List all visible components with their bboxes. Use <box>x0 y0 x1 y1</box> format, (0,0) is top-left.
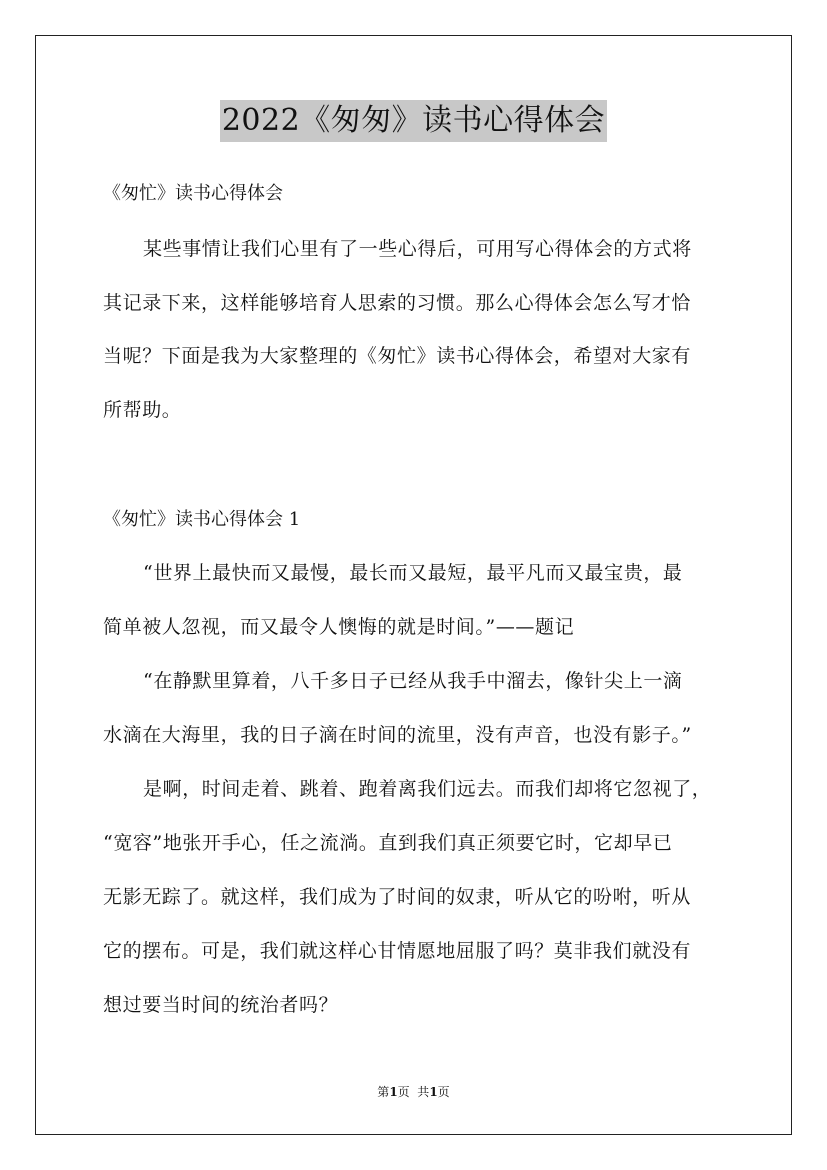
title-container <box>0 100 827 142</box>
intro-line: 某些事情让我们心里有了一些心得后，可用写心得体会的方式将 <box>143 238 692 260</box>
body-line: 无影无踪了。就这样，我们成为了时间的奴隶，听从它的吩咐，听从 <box>103 886 692 908</box>
body-line: “在静默里算着，八千多日子已经从我手中溜去，像针尖上一滴 <box>143 670 683 692</box>
intro-line: 当呢？下面是我为大家整理的《匆忙》读书心得体会，希望对大家有 <box>103 345 692 367</box>
page-footer <box>0 1084 827 1100</box>
document-subtitle: 《匆忙》读书心得体会 <box>103 183 283 204</box>
document-title: 2022《匆匆》读书心得体会 <box>220 100 607 142</box>
body-line: “宽容”地张开手心，任之流淌。直到我们真正须要它时，它却早已 <box>103 832 673 854</box>
section-heading: 《匆忙》读书心得体会 1 <box>103 509 301 530</box>
body-line: 想过要当时间的统治者吗？ <box>103 994 339 1016</box>
body-line: 它的摆布。可是，我们就这样心甘情愿地屈服了吗？莫非我们就没有 <box>103 940 692 962</box>
intro-line: 其记录下来，这样能够培育人思索的习惯。那么心得体会怎么写才恰 <box>103 292 692 314</box>
body-line: “世界上最快而又最慢，最长而又最短，最平凡而又最宝贵，最 <box>143 562 683 584</box>
footer-prefix: 第 <box>377 1085 390 1099</box>
intro-line: 所帮助。 <box>103 399 182 421</box>
footer-total-pages: 1 <box>429 1085 438 1099</box>
body-line: 简单被人忽视，而又最令人懊悔的就是时间。”——题记 <box>103 616 575 638</box>
body-line: 水滴在大海里，我的日子滴在时间的流里，没有声音，也没有影子。” <box>103 724 692 746</box>
footer-suffix: 页 <box>437 1085 450 1099</box>
footer-mid: 页 共 <box>397 1085 430 1099</box>
footer-current-page: 1 <box>389 1085 398 1099</box>
body-line: 是啊，时间走着、跳着、跑着离我们远去。而我们却将它忽视了， <box>143 778 712 800</box>
